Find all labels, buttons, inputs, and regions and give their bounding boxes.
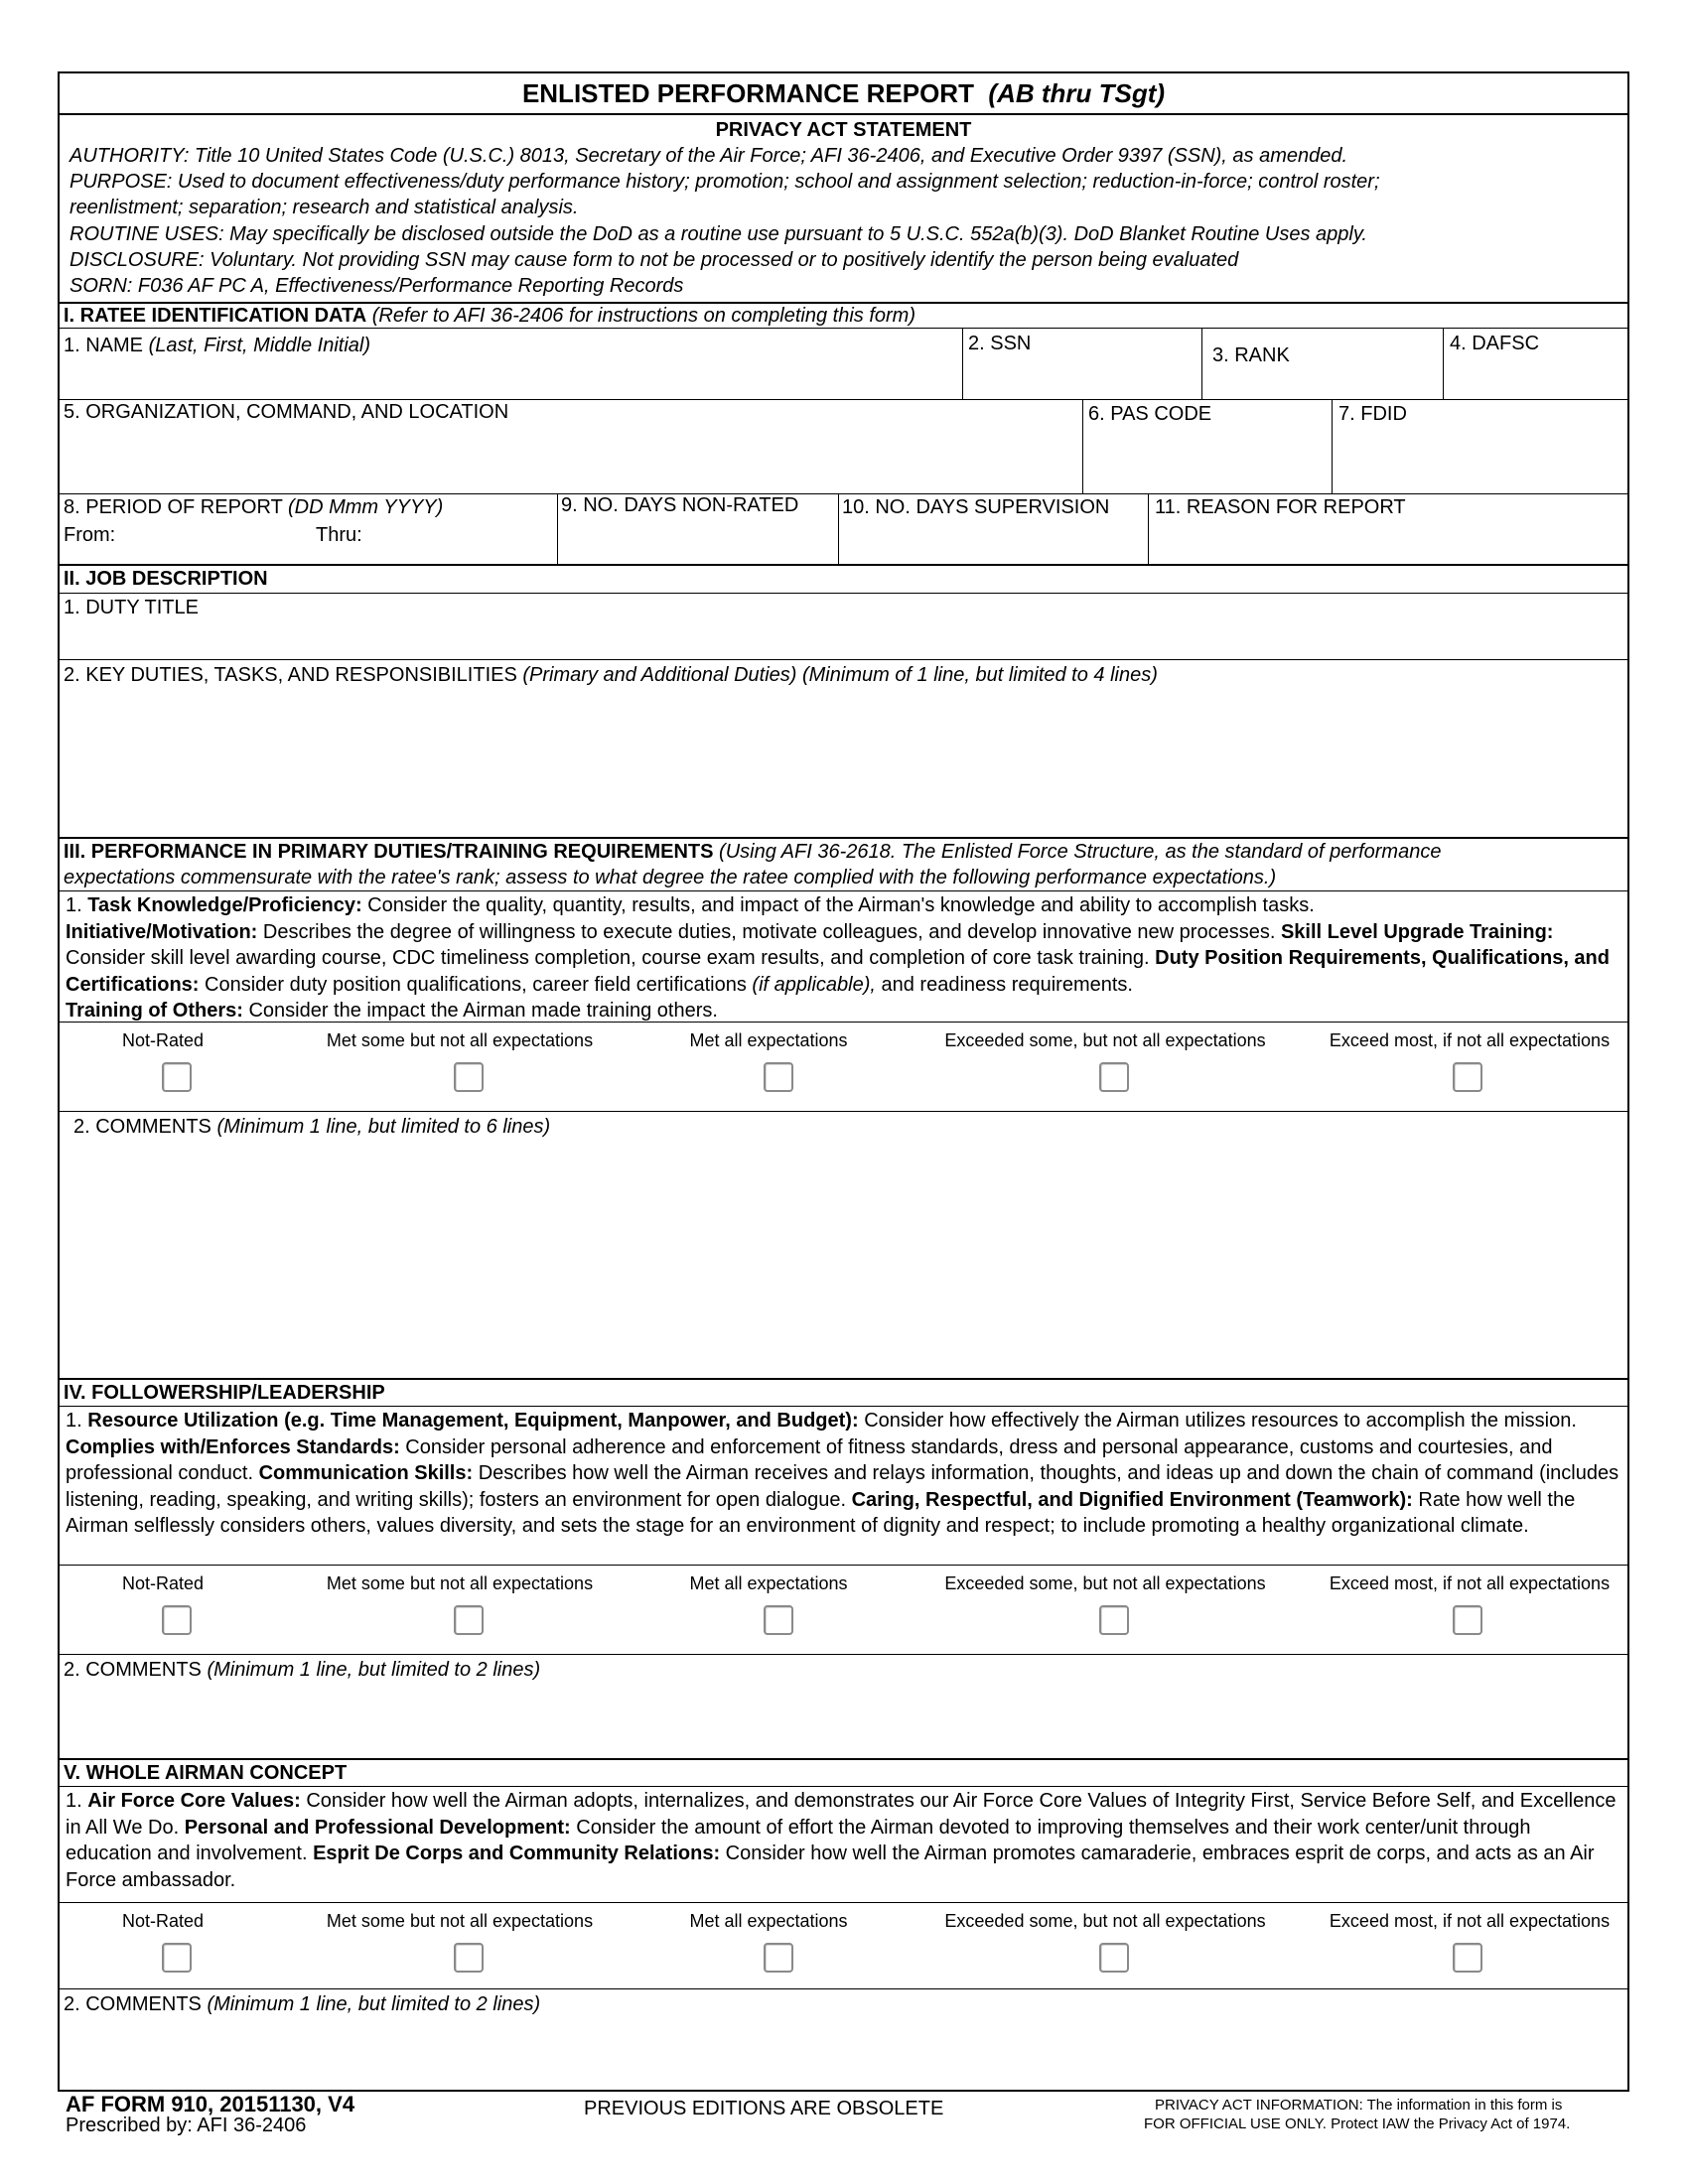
criteria-number: 1. [66,1790,88,1812]
section1-note: (Refer to AFI 36-2406 for instructions on completing this form) [371,305,915,327]
criteria-development: Personal and Professional Development: [184,1816,571,1839]
performance-report-form [58,71,1629,2092]
comments-label: 2. COMMENTS [64,1659,202,1681]
section3-rating-row [60,1030,1627,1110]
comments-note: (Minimum 1 line, but limited to 2 lines) [207,1659,541,1681]
rating-label-exceeded-some: Exceeded some, but not all expectations [944,1911,1266,1931]
rating-label-met-all: Met all expectations [689,1030,848,1050]
section5-rating-row [60,1911,1627,1990]
section4-rating-row [60,1573,1627,1653]
privacy-purpose-1: PURPOSE: Used to document effectiveness/duty performance history; promotion; school and assignment selection; reduction-in-force; control roster; [70,171,1380,193]
rating-label-exceed-most: Exceed most, if not all expectations [1329,1573,1611,1593]
checkbox-exceeded-some[interactable] [1099,1943,1129,1973]
criteria-caring-environment: Caring, Respectful, and Dignified Environment (Teamwork): [851,1488,1413,1511]
criteria-text: Consider duty position qualifications, career field certifications [199,973,753,996]
key-duties-note: (Primary and Additional Duties) (Minimum of 1 line, but limited to 4 lines) [522,664,1158,686]
period-from-label: From: [64,524,116,546]
section2-heading: II. JOB DESCRIPTION [64,568,268,590]
form-title [60,77,1627,109]
field-organization[interactable]: 5. ORGANIZATION, COMMAND, AND LOCATION [64,401,509,423]
section3-note-2: expectations commensurate with the ratee's rank; assess to what degree the ratee complied with the following performance expectations.) [64,867,1277,888]
criteria-initiative: Initiative/Motivation: [66,920,258,943]
prescribed-by: Prescribed by: AFI 36-2406 [66,2115,307,2136]
checkbox-exceed-most[interactable] [1453,1062,1482,1092]
rating-label-not-rated: Not-Rated [121,1573,205,1593]
criteria-text: Consider the impact the Airman made training others. [242,1000,718,1022]
criteria-text: Consider personal adherence and enforcement of fitness standards, dress and personal appearance, customs and courtesies, and professional conduct. [66,1435,1553,1484]
criteria-number: 1. [66,1410,88,1432]
criteria-text: Consider how well the Airman adopts, internalizes, and demonstrates our Air Force Core Values of Integrity First, Service Before Self, and Excellence in All We Do. [66,1790,1617,1839]
field-section5-comments[interactable] [64,1991,540,2017]
name-label: 1. NAME [64,335,144,356]
privacy-authority: AUTHORITY: Title 10 United States Code (U.S.C.) 8013, Secretary of the Air Force; AFI 36-2406, and Executive Order 9397 (SSN), as amended. [70,145,1348,167]
criteria-number: 1. [66,894,88,916]
field-period-of-report[interactable] [64,494,443,520]
comments-label: 2. COMMENTS [73,1116,211,1138]
field-section4-comments[interactable] [64,1657,540,1683]
checkbox-exceed-most[interactable] [1453,1605,1482,1635]
privacy-info-1: PRIVACY ACT INFORMATION: The information in this form is [1155,2097,1563,2114]
criteria-duty-position: Duty Position Requirements, Qualifications, and Certifications: [66,947,1610,996]
privacy-heading: PRIVACY ACT STATEMENT [715,119,972,141]
criteria-training-others: Training of Others: [66,1000,243,1022]
privacy-info-2: FOR OFFICIAL USE ONLY. Protect IAW the Privacy Act of 1974. [1144,2116,1571,2132]
criteria-skill-level: Skill Level Upgrade Training: [1280,920,1554,943]
section1-heading [64,303,915,329]
period-label: 8. PERIOD OF REPORT [64,496,283,518]
criteria-text: (if applicable), [752,973,876,996]
field-ssn[interactable]: 2. SSN [968,333,1032,354]
period-note: (DD Mmm YYYY) [287,496,444,518]
criteria-text: Consider how effectively the Airman utilizes resources to accomplish the mission. [858,1410,1577,1432]
section3-note-1: (Using AFI 36-2618. The Enlisted Force Structure, as the standard of performance [719,841,1442,863]
criteria-text: Consider how well the Airman promotes camaraderie, embraces esprit de corps, and acts as an Air Force ambassador. [66,1843,1595,1891]
field-dafsc[interactable]: 4. DAFSC [1450,333,1540,354]
criteria-core-values: Air Force Core Values: [87,1790,301,1812]
privacy-purpose-2: reenlistment; separation; research and statistical analysis. [70,197,579,218]
rating-label-met-all: Met all expectations [689,1573,848,1593]
field-section3-comments[interactable] [73,1114,550,1140]
section3-heading [64,839,1441,865]
criteria-resource-utilization: Resource Utilization (e.g. Time Management, Equipment, Manpower, and Budget): [87,1410,859,1432]
rating-label-met-some: Met some but not all expectations [326,1911,594,1931]
rating-label-exceeded-some: Exceeded some, but not all expectations [944,1030,1266,1050]
field-name[interactable] [64,333,370,358]
criteria-text: and readiness requirements. [875,973,1133,996]
section1-title: I. RATEE IDENTIFICATION DATA [64,305,367,327]
criteria-esprit-de-corps: Esprit De Corps and Community Relations: [313,1843,721,1864]
rating-label-not-rated: Not-Rated [121,1030,205,1050]
checkbox-exceeded-some[interactable] [1099,1062,1129,1092]
field-rank[interactable]: 3. RANK [1212,344,1290,366]
criteria-standards: Complies with/Enforces Standards: [66,1435,400,1458]
rating-label-met-some: Met some but not all expectations [326,1573,594,1593]
checkbox-met-all[interactable] [764,1062,793,1092]
rating-label-met-some: Met some but not all expectations [326,1030,594,1050]
section5-criteria [66,1788,1621,1893]
rating-label-exceed-most: Exceed most, if not all expectations [1329,1911,1611,1931]
comments-note: (Minimum 1 line, but limited to 6 lines) [216,1116,551,1138]
checkbox-met-all[interactable] [764,1605,793,1635]
checkbox-exceed-most[interactable] [1453,1943,1482,1973]
form-identifier: AF FORM 910, 20151130, V4 [66,2092,355,2116]
name-note: (Last, First, Middle Initial) [148,335,370,356]
section3-title: III. PERFORMANCE IN PRIMARY DUTIES/TRAINING REQUIREMENTS [64,841,714,863]
criteria-text: Consider the quality, quantity, results, and impact of the Airman's knowledge and ability to accomplish tasks. [361,894,1315,916]
comments-label: 2. COMMENTS [64,1993,202,2015]
rating-label-not-rated: Not-Rated [121,1911,205,1931]
field-duty-title[interactable]: 1. DUTY TITLE [64,597,199,618]
period-thru-label: Thru: [316,524,362,546]
field-fdid[interactable]: 7. FDID [1338,403,1407,425]
checkbox-met-all[interactable] [764,1943,793,1973]
form-title-main: ENLISTED PERFORMANCE REPORT [521,78,974,108]
rating-label-exceed-most: Exceed most, if not all expectations [1329,1030,1611,1050]
criteria-communication: Communication Skills: [258,1462,474,1484]
criteria-text: Describes the degree of willingness to execute duties, motivate colleagues, and develop innovative new processes. [257,920,1281,943]
criteria-task-knowledge: Task Knowledge/Proficiency: [87,894,362,916]
section4-heading: IV. FOLLOWERSHIP/LEADERSHIP [64,1382,385,1404]
criteria-text: Rate how well the Airman selflessly considers others, values diversity, and sets the stage for an environment of dignity and respect; to include promoting a healthy organizational climate. [66,1488,1576,1537]
checkbox-met-some[interactable] [454,1062,484,1092]
section3-criteria [66,892,1621,1024]
key-duties-label: 2. KEY DUTIES, TASKS, AND RESPONSIBILITIES [64,664,517,686]
form-title-sub: (AB thru TSgt) [988,78,1166,108]
field-key-duties[interactable] [64,662,1158,688]
field-days-supervision[interactable]: 10. NO. DAYS SUPERVISION [842,496,1110,518]
criteria-text: Describes how well the Airman receives and relays information, thoughts, and ideas up and down the chain of command (includes listening, reading, speaking, and writing skills); fosters an environment for open dialogue. [66,1462,1619,1511]
checkbox-not-rated[interactable] [162,1605,192,1635]
checkbox-not-rated[interactable] [162,1062,192,1092]
comments-note: (Minimum 1 line, but limited to 2 lines) [207,1993,541,2015]
checkbox-met-some[interactable] [454,1943,484,1973]
criteria-text: Consider skill level awarding course, CDC timeliness completion, course exam results, and completion of core task training. [66,947,1156,969]
privacy-sorn: SORN: F036 AF PC A, Effectiveness/Performance Reporting Records [70,275,684,297]
privacy-routine: ROUTINE USES: May specifically be disclosed outside the DoD as a routine use pursuant to 5 U.S.C. 552a(b)(3). DoD Blanket Routine Uses apply. [70,223,1367,245]
rating-label-met-all: Met all expectations [689,1911,848,1931]
rating-label-exceeded-some: Exceeded some, but not all expectations [944,1573,1266,1593]
criteria-text: Consider the amount of effort the Airman devoted to improving themselves and their work center/unit through education and involvement. [66,1816,1531,1864]
checkbox-met-some[interactable] [454,1605,484,1635]
checkbox-exceeded-some[interactable] [1099,1605,1129,1635]
privacy-disclosure: DISCLOSURE: Voluntary. Not providing SSN may cause form to not be processed or to positively identify the person being evaluated [70,249,1239,271]
field-days-non-rated[interactable]: 9. NO. DAYS NON-RATED [561,494,799,516]
field-reason-for-report[interactable]: 11. REASON FOR REPORT [1155,496,1406,518]
obsolete-notice: PREVIOUS EDITIONS ARE OBSOLETE [584,2098,944,2119]
checkbox-not-rated[interactable] [162,1943,192,1973]
section5-heading: V. WHOLE AIRMAN CONCEPT [64,1762,348,1784]
section4-criteria [66,1408,1621,1540]
field-pas-code[interactable]: 6. PAS CODE [1088,403,1212,425]
